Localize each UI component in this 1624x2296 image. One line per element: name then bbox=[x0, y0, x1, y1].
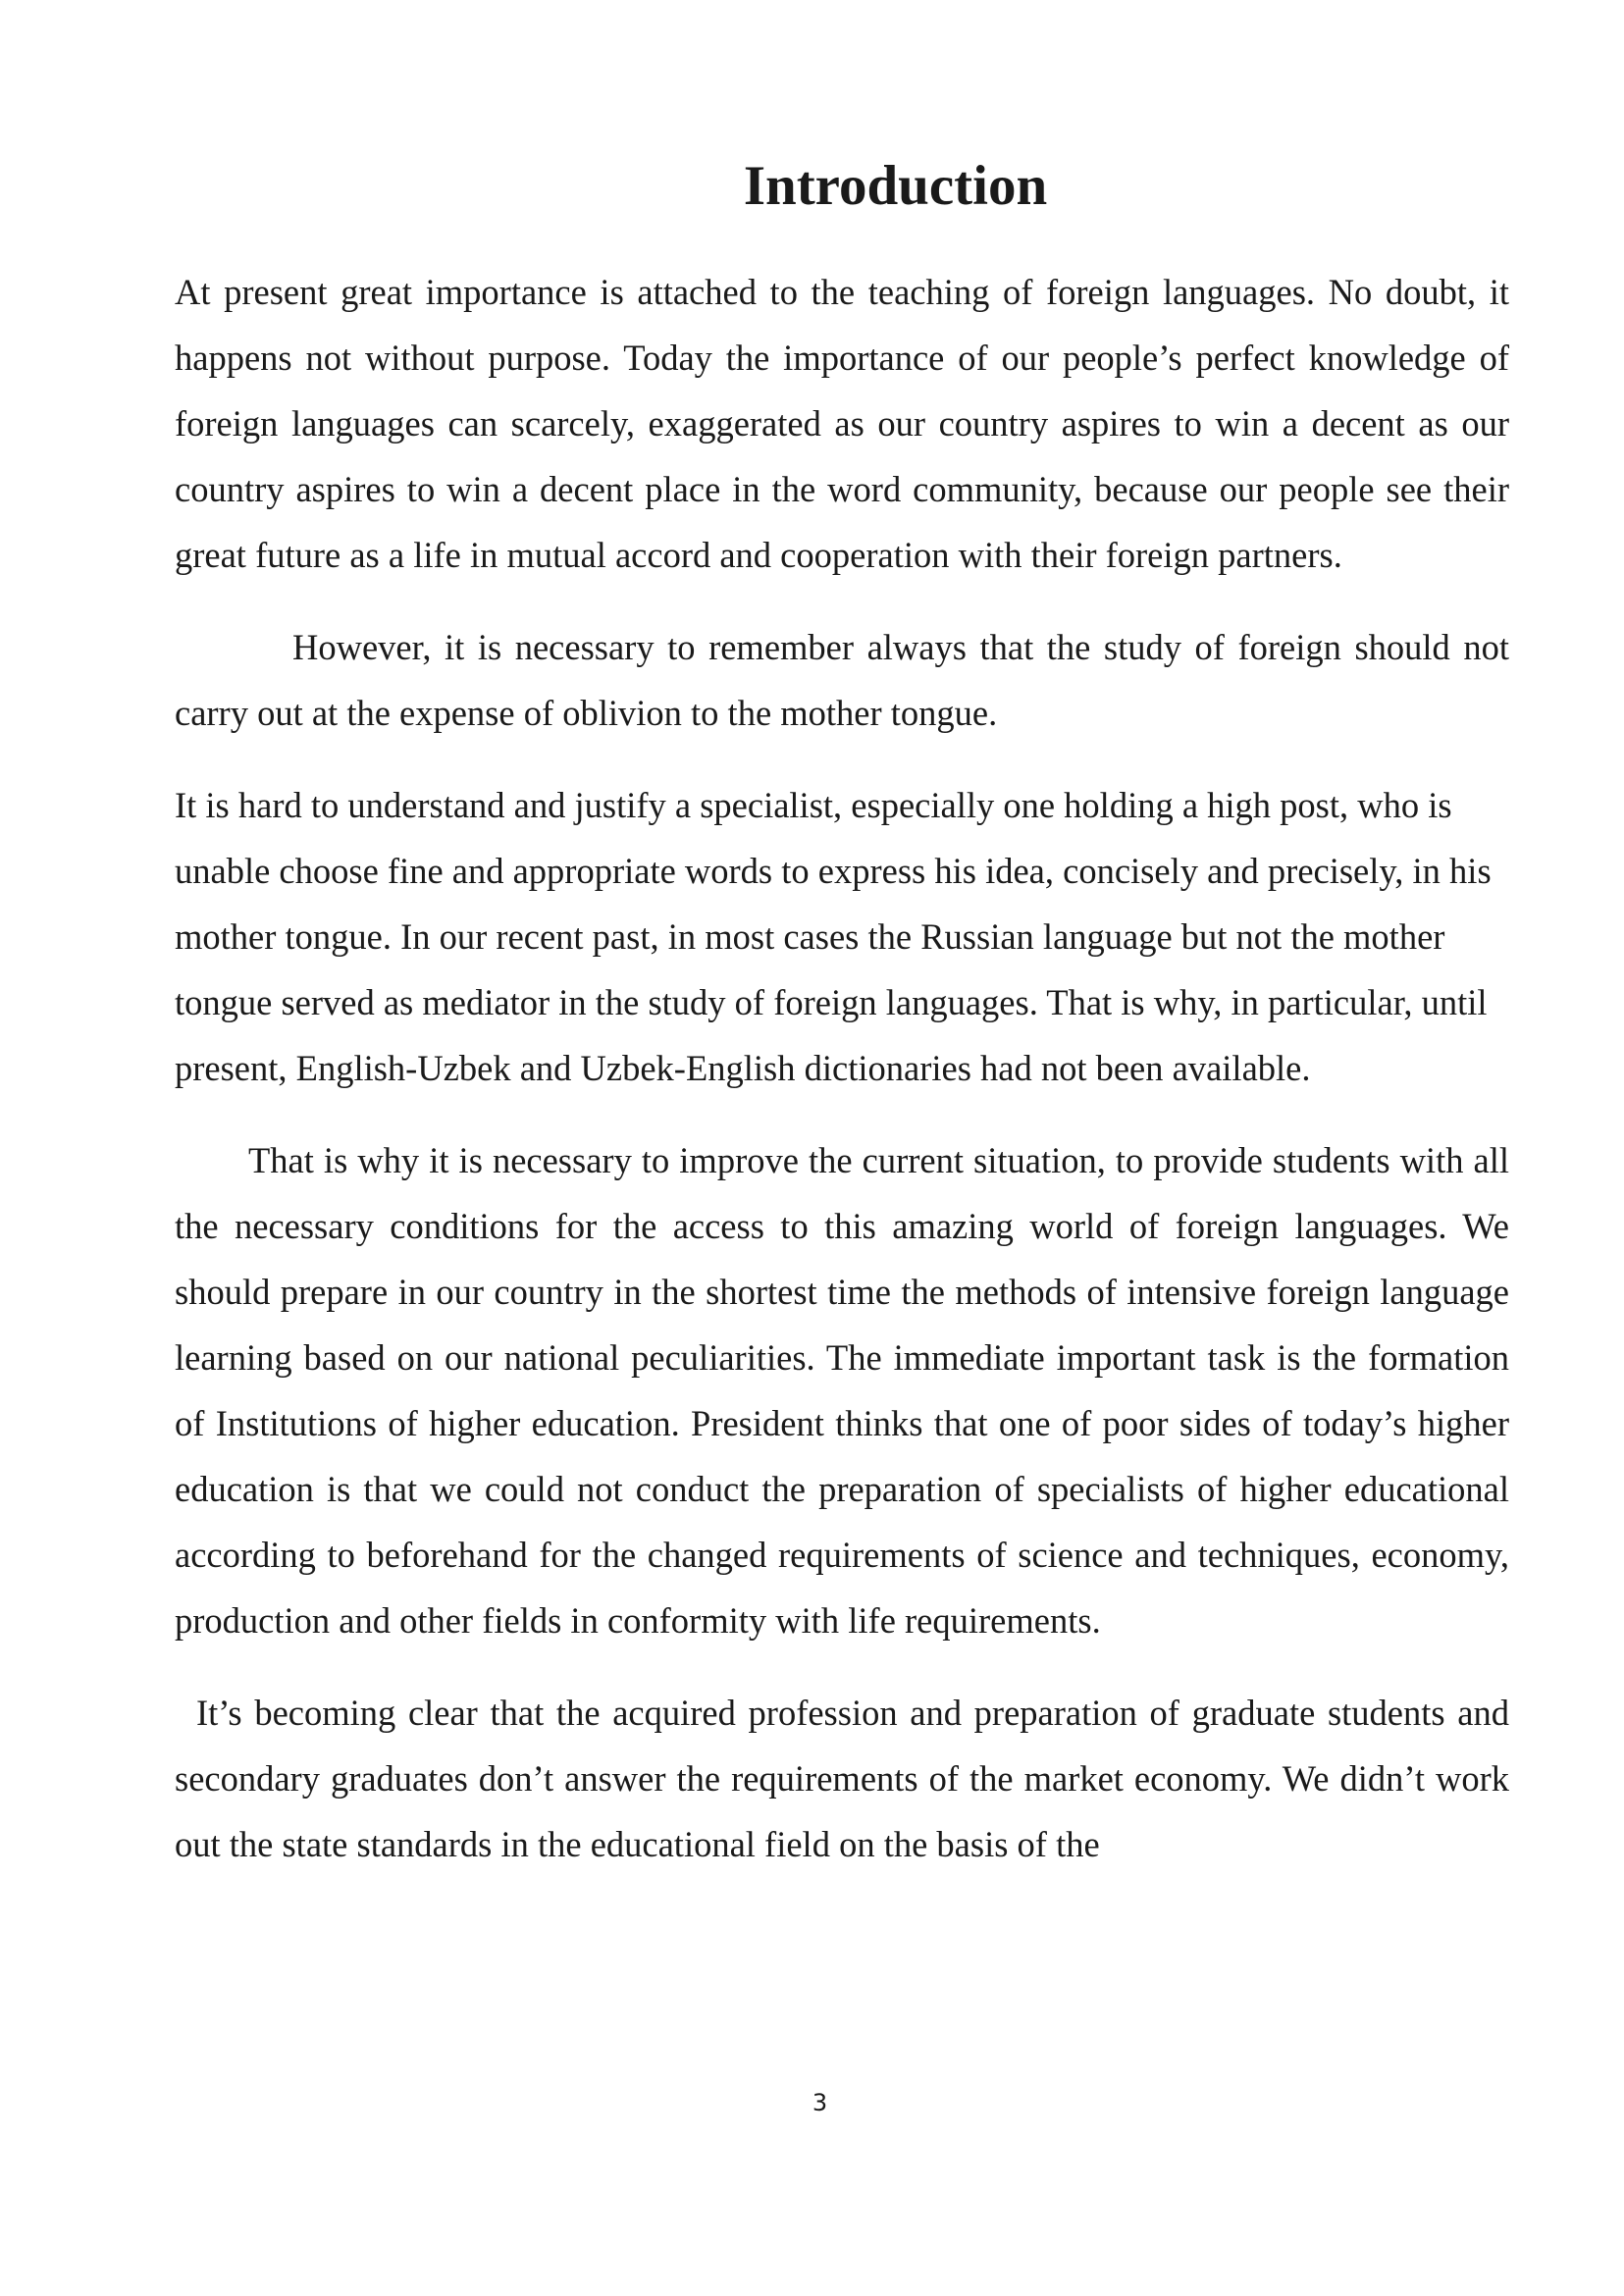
page-number: 3 bbox=[812, 2089, 828, 2116]
paragraph-2: However, it is necessary to remember always that the study of foreign should not carry out at the expense of oblivion to the mother tongue. bbox=[175, 627, 1509, 733]
paragraph-4: That is why it is necessary to improve the current situation, to provide students with all the necessary conditions for the access to this amazing world of foreign languages. We should prepare in our country in the shortest time the methods of intensive foreign language learning based on our national peculiarities. The immediate important task is the formation of Institutions of higher education. President thinks that one of poor sides of today’s higher education is that we could not conduct the preparation of specialists of higher educational according to beforehand for the changed requirements of science and techniques, economy, production and other fields in conformity with life requirements. bbox=[175, 1140, 1509, 1641]
paragraph-1: At present great importance is attached to the teaching of foreign languages. No doubt, it happens not without purpose. Today the importance of our people’s perfect knowledge of foreign languages can scarcely, exaggerated as our country aspires to win a decent as our country aspires to win a decent place in the word community, because our people see their great future as a life in mutual accord and cooperation with their foreign partners. bbox=[175, 272, 1509, 575]
paragraph-5: It’s becoming clear that the acquired profession and preparation of graduate students and secondary graduates don’t answer the requirements of the market economy. We didn’t work out the state standards in the educational field on the basis of the bbox=[175, 1693, 1509, 1864]
document-body bbox=[175, 259, 1509, 1877]
page-title: Introduction bbox=[743, 155, 1048, 217]
paragraph-3: It is hard to understand and justify a specialist, especially one holding a high post, who is unable choose fine and appropriate words to express his idea, concisely and precisely, in his mother tongue. In our recent past, in most cases the Russian language but not the mother tongue served as mediator in the study of foreign languages. That is why, in particular, until present, English-Uzbek and Uzbek-English dictionaries had not been available. bbox=[175, 785, 1492, 1088]
